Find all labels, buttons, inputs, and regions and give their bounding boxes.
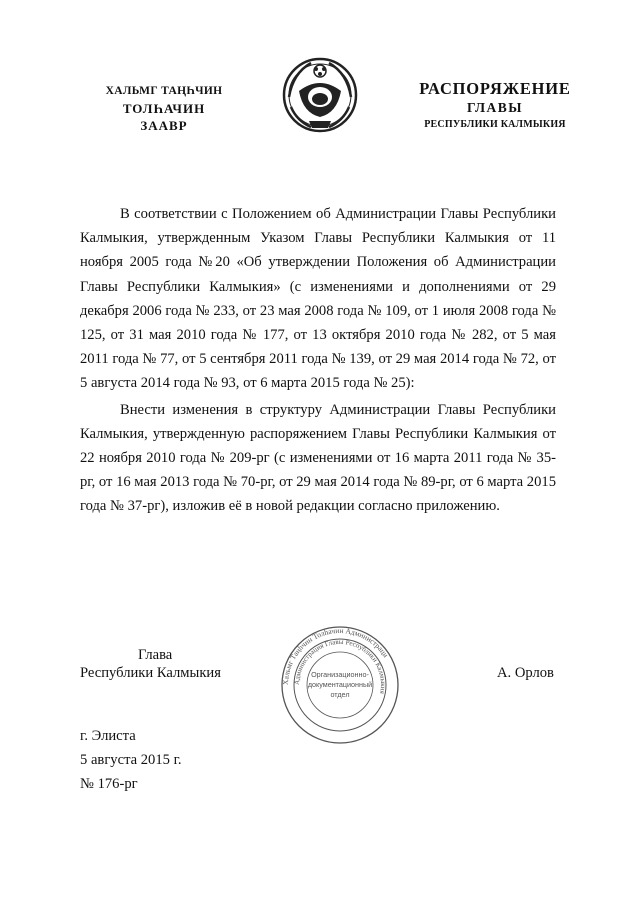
official-stamp [280,625,400,745]
signatory-title-line2: Республики Калмыкия [80,665,221,681]
body-paragraph-2: Внести изменения в структуру Администрации Главы Республики Калмыкия, утвержденную распоряжением Главы Республики Калмыкия от 22 ноября 2010 года № 209-рг (с изменениями от 16 марта 2011 года № 35-рг, от 16 мая 2013 года № 70-рг, от 29 мая 2014 года № 89-рг, от 6 марта 2015 года № 37-рг), изложив её в новой редакции согласно приложению. [80,401,556,515]
header-left-line2: ТОЛҺАЧИН [122,101,206,116]
header-right-block [400,78,590,133]
header-left-block [78,83,250,134]
header-right-line3: РЕСПУБЛИКИ КАЛМЫКИЯ [424,119,566,130]
footer-city: г. Элиста [80,728,136,744]
header-right-line2: ГЛАВЫ [466,100,524,115]
kalmykia-emblem-icon [281,55,359,135]
signatory-title-line1: Глава [138,647,173,663]
footer-number: № 176-рг [80,776,138,792]
stamp-ring-text: Администрация Главы Республики Калмыкия [292,637,388,695]
stamp-center-line2: документационный [307,680,373,689]
footer-date: 5 августа 2015 г. [80,752,182,768]
stamp-center-line3: отдел [330,690,350,699]
document-footer [80,724,182,796]
header-left-line3: ЗААВР [140,118,188,133]
document-type-title: РАСПОРЯЖЕНИЕ [419,79,571,98]
stamp-center-line1: Организационно- [311,670,369,679]
header-left-line1: ХАЛЬМГ ТАҢҺЧИН [105,85,223,97]
signatory-name: А. Орлов [497,665,554,681]
body-paragraph-1: В соответствии с Положением об Администрации Главы Республики Калмыкия, утвержденным Указом Главы Республики Калмыкия от 11 ноября 2005 года №20 «Об утверждении Положения об Администрации Главы Республики Калмыкия» (с изменениями и дополнениями от 29 декабря 2006 года № 233, от 23 мая 2008 года № 109, от 1 июля 2008 года № 125, от 31 мая 2010 года № 177, от 13 октября 2010 года № 282, от 5 мая 2011 года № 77, от 5 сентября 2011 года № 139, от 29 мая 2014 года № 72, от 5 августа 2014 года № 93, от 6 марта 2015 года № 25): [80,206,556,392]
document-body [80,202,556,519]
signatory-title [80,646,250,682]
stamp-outer-text: Хальмг Таңһчин Толһачин Администраци [280,625,391,686]
